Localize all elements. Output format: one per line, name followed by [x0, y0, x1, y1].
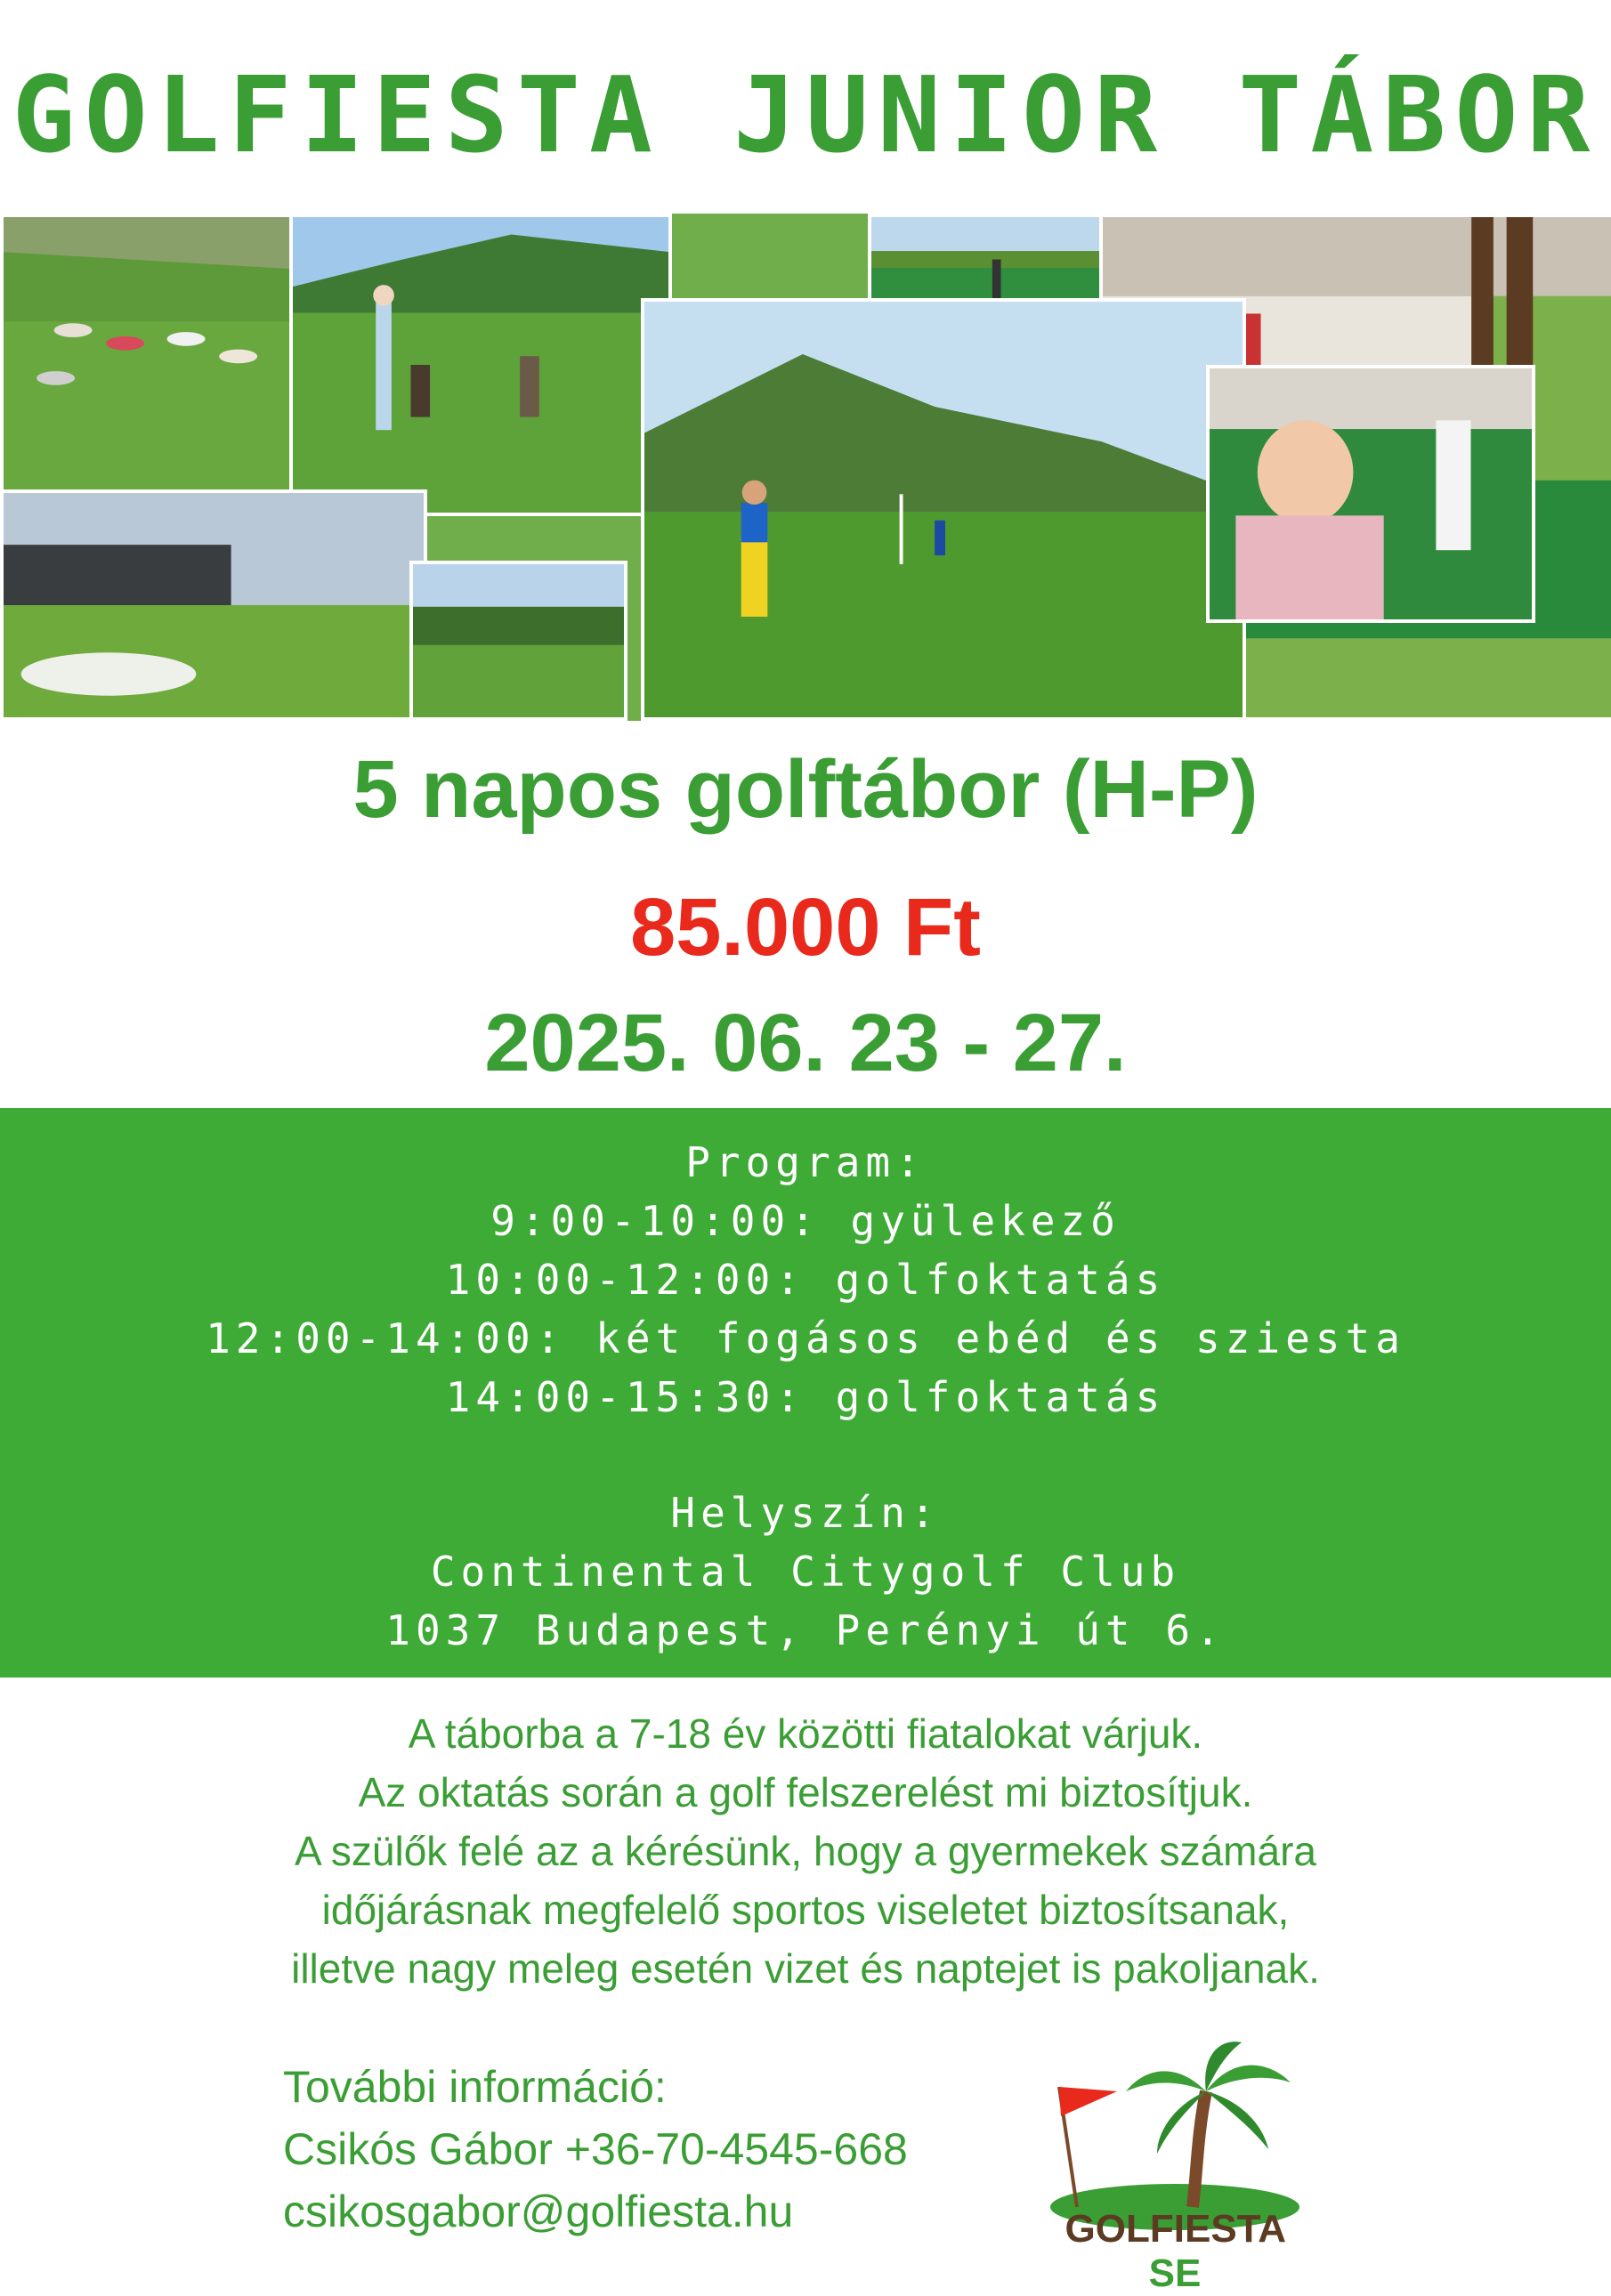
- contact-email[interactable]: csikosgabor@golfiesta.hu: [283, 2187, 794, 2236]
- logo-text-main: GOLFIESTA: [1065, 2207, 1285, 2251]
- program-item: 10:00-12:00: golfoktatás: [445, 1256, 1166, 1304]
- poster-title: GOLFIESTA JUNIOR TÁBOR: [12, 53, 1599, 176]
- logo-text-suffix: SE: [1148, 2252, 1202, 2295]
- contact-heading: További információ:: [283, 2062, 667, 2112]
- program-item: 9:00-10:00: gyülekező: [490, 1197, 1121, 1245]
- photo-collage: [0, 214, 1611, 721]
- description-line: időjárásnak megfelelő sportos viseletet biztosítsanak,: [321, 1887, 1290, 1933]
- description-line: A táborba a 7-18 év közötti fiatalokat várjuk.: [408, 1710, 1203, 1757]
- description-line: Az oktatás során a golf felszerelést mi biztosítjuk.: [358, 1769, 1253, 1815]
- contact-person: Csikós Gábor +36-70-4545-668: [283, 2124, 908, 2174]
- location-address: 1037 Budapest, Perényi út 6.: [385, 1606, 1226, 1654]
- location-heading: Helyszín:: [670, 1489, 941, 1537]
- program-item: 12:00-14:00: két fogásos ebéd és sziesta: [206, 1314, 1405, 1362]
- program-band: [0, 1108, 1611, 1678]
- price: 85.000 Ft: [630, 882, 981, 973]
- camp-dates: 2025. 06. 23 - 27.: [484, 998, 1127, 1088]
- program-item: 14:00-15:30: golfoktatás: [445, 1373, 1166, 1421]
- collage-photo-range-balls: [0, 489, 427, 721]
- contact-block: [283, 2056, 908, 2243]
- description-line: illetve nagy meleg esetén vizet és naptejet is pakoljanak.: [291, 1945, 1320, 1992]
- description-line: A szülők felé az a kérésünk, hogy a gyermekek számára: [294, 1828, 1316, 1874]
- program-heading: Program:: [685, 1138, 926, 1186]
- collage-photo-course: [409, 561, 627, 721]
- collage-photo-putting-green: [641, 298, 1246, 721]
- collage-photo-golf-bag: [289, 214, 672, 516]
- collage-photo-selfie: [1206, 365, 1535, 623]
- location-name: Continental Citygolf Club: [430, 1548, 1181, 1596]
- description: [0, 1704, 1611, 1998]
- camp-headline: 5 napos golftábor (H-P): [352, 744, 1259, 835]
- collage-photo-stretching: [0, 214, 303, 534]
- logo-text: [1041, 2207, 1308, 2296]
